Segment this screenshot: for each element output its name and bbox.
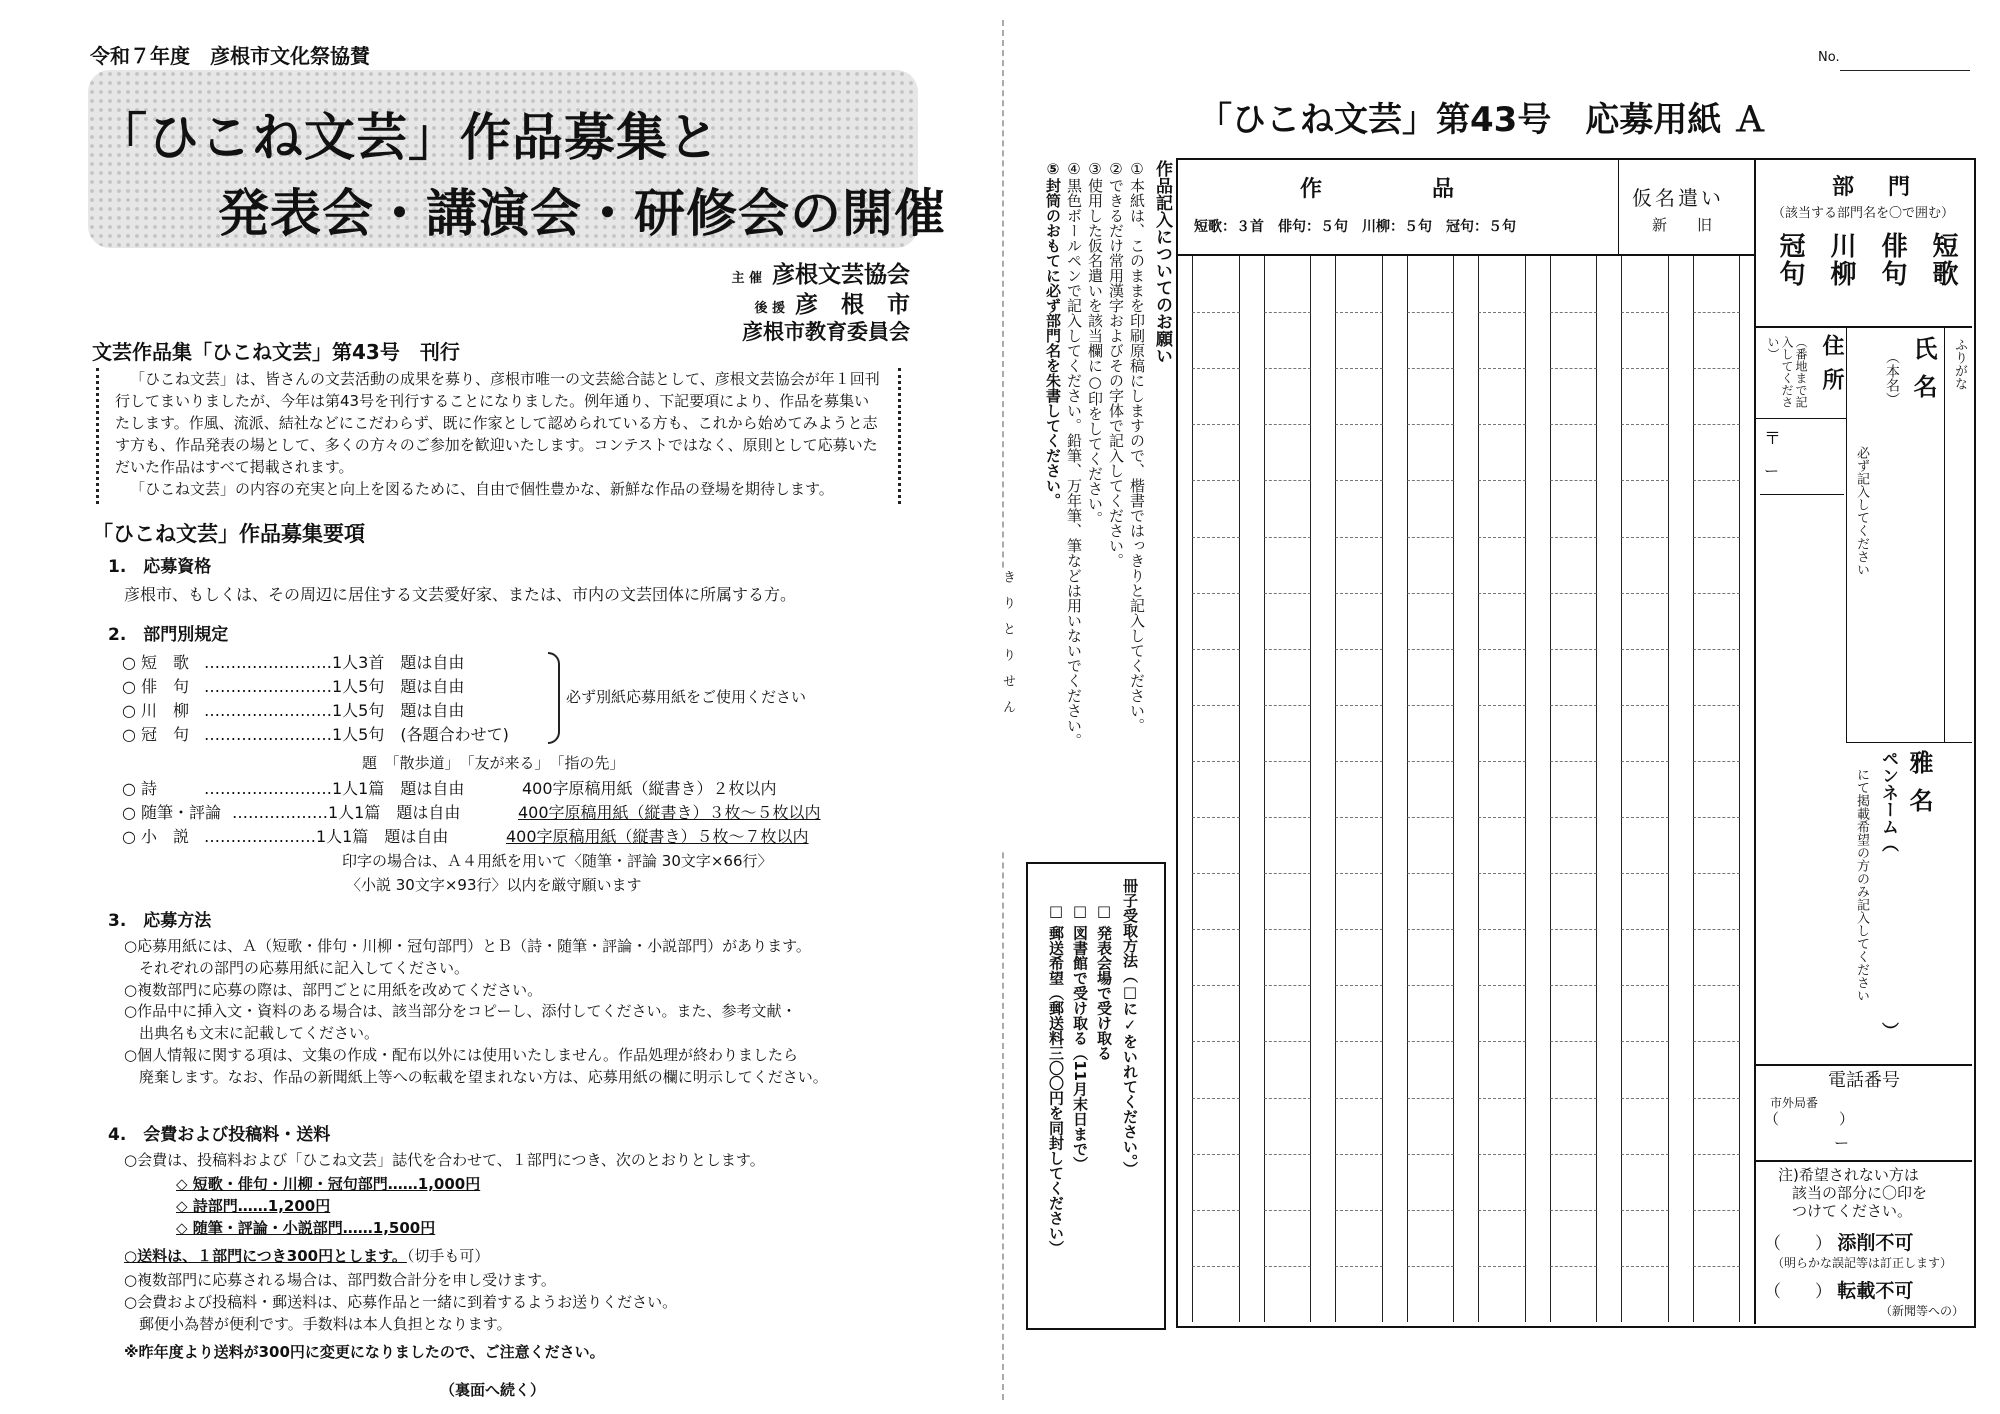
top-label: 令和７年度 彦根市文化祭協賛 bbox=[90, 44, 370, 68]
section-3-line: ○作品中に挿入文・資料のある場合は、該当部分をコピーし、添付してください。また、参考文献・ bbox=[124, 1002, 797, 1021]
manuscript-cell[interactable] bbox=[1693, 649, 1741, 705]
rule-limit: 1人1篇 題は自由 bbox=[332, 779, 465, 798]
manuscript-cell[interactable] bbox=[1264, 649, 1312, 705]
section-4-title: 4. 会費および投稿料・送料 bbox=[108, 1125, 331, 1145]
manuscript-cell[interactable] bbox=[1478, 985, 1526, 1041]
no-correction-label: 添削不可 bbox=[1837, 1232, 1914, 1254]
manuscript-cell[interactable] bbox=[1192, 593, 1240, 649]
manuscript-cell[interactable] bbox=[1192, 424, 1240, 480]
manuscript-cell[interactable] bbox=[1550, 368, 1598, 424]
print-note-2: 〈小説 30文字×93行〉以内を厳守願います bbox=[346, 876, 642, 894]
section-1-text: 彦根市、もしくは、その周辺に居住する文芸愛好家、または、市内の文芸団体に所属する方。 bbox=[124, 585, 797, 604]
rule-note: 400字原稿用紙（縦書き）５枚〜７枚以内 bbox=[506, 827, 809, 846]
continue-note: （裏面へ続く） bbox=[440, 1381, 546, 1399]
no-correction-mark[interactable]: （ ） bbox=[1764, 1234, 1832, 1254]
manuscript-cell[interactable] bbox=[1478, 424, 1526, 480]
manuscript-cell[interactable] bbox=[1693, 1041, 1741, 1097]
manuscript-cell[interactable] bbox=[1192, 1154, 1240, 1210]
manuscript-cell[interactable] bbox=[1407, 1041, 1455, 1097]
intro-paragraph-2: 「ひこね文芸」の内容の充実と向上を図るために、自由で個性豊かな、新鮮な作品の登場を期待します。 bbox=[130, 480, 834, 498]
manuscript-cell[interactable] bbox=[1264, 1154, 1312, 1210]
manuscript-cell[interactable] bbox=[1693, 705, 1741, 761]
phone-area-field[interactable]: （ ） bbox=[1764, 1110, 1855, 1128]
manuscript-cell[interactable] bbox=[1192, 817, 1240, 873]
kana-options[interactable]: 新 旧 bbox=[1652, 216, 1713, 234]
rule-dots: …………………… bbox=[204, 653, 332, 672]
manuscript-cell[interactable] bbox=[1478, 1098, 1526, 1154]
manuscript-cell[interactable] bbox=[1192, 368, 1240, 424]
supporter-name-2: 彦根市教育委員会 bbox=[742, 320, 910, 344]
fee-item: ◇ 短歌・俳句・川柳・冠句部門……1,000円 bbox=[176, 1175, 481, 1193]
guide-heading: 「ひこね文芸」作品募集要項 bbox=[92, 522, 365, 546]
number-label: No. bbox=[1818, 50, 1840, 65]
manuscript-cell[interactable] bbox=[1407, 817, 1455, 873]
dept-tanka[interactable]: 短歌 bbox=[1928, 232, 1958, 288]
rule-row bbox=[122, 824, 882, 848]
rule-dots: …………………… bbox=[204, 677, 332, 696]
manuscript-cell[interactable] bbox=[1478, 1210, 1526, 1266]
rule-dots: …………………… bbox=[204, 701, 332, 720]
manuscript-cell[interactable] bbox=[1335, 368, 1383, 424]
manuscript-cell[interactable] bbox=[1621, 1266, 1669, 1322]
rule-note: 400字原稿用紙（縦書き）２枚以内 bbox=[522, 779, 777, 798]
rule-dots: …………………… bbox=[204, 725, 332, 744]
rule-dots: ……………… bbox=[232, 803, 328, 822]
intro-box bbox=[96, 368, 901, 504]
manuscript-cell[interactable] bbox=[1621, 1098, 1669, 1154]
supporter-role: 後 援 bbox=[754, 301, 785, 316]
manuscript-cell[interactable] bbox=[1621, 368, 1669, 424]
manuscript-cell[interactable] bbox=[1335, 985, 1383, 1041]
dept-title: 部 門 bbox=[1832, 175, 1917, 200]
no-reprint-option[interactable] bbox=[1764, 1276, 1913, 1303]
manuscript-cell[interactable] bbox=[1478, 761, 1526, 817]
section-3-line: ○複数部門に応募の際は、部門ごとに用紙を改めてください。 bbox=[124, 980, 543, 999]
options-rule bbox=[1756, 1160, 1972, 1162]
works-right-border bbox=[1754, 160, 1756, 1324]
rule-note: 400字原稿用紙（縦書き）３枚〜５枚以内 bbox=[518, 803, 821, 822]
intro-paragraph-1: 「ひこね文芸」は、皆さんの文芸活動の成果を募り、彦根市唯一の文芸総合誌として、彦根文芸協会が年１回刊行してまいりましたが、今年は第43号を刊行することになりました。例年通り、下記要項により、作品を募集いたします。作風、流派、結社などにこだわらず、既に作家として認められている方も、これから始めてみようと志す方も、作品発表の場として、多くの方々のご参加を歓迎いたします。コンテストではなく、原則として応募いただいた作品はすべて掲載されます。 bbox=[115, 370, 880, 476]
manuscript-cell[interactable] bbox=[1478, 929, 1526, 985]
manuscript-cell[interactable] bbox=[1264, 537, 1312, 593]
manuscript-cell[interactable] bbox=[1407, 368, 1455, 424]
postal-mark: 〒 bbox=[1764, 429, 1781, 449]
manuscript-cell[interactable] bbox=[1192, 929, 1240, 985]
rule-name: ○ 随筆・評論 bbox=[122, 803, 222, 822]
section-4-line-1: ○会費は、投稿料および「ひこね文芸」誌代を合わせて、１部門につき、次のとおりとします。 bbox=[124, 1151, 765, 1169]
no-reprint-sub: （新聞等への） bbox=[1880, 1304, 1965, 1318]
postage-line bbox=[124, 1246, 489, 1268]
dept-options bbox=[1772, 232, 1962, 322]
manuscript-cell[interactable] bbox=[1264, 424, 1312, 480]
rule-limit: 1人1篇 題は自由 bbox=[328, 803, 461, 822]
manuscript-cell[interactable] bbox=[1335, 480, 1383, 536]
options-note-line: 注)希望されない方は bbox=[1778, 1166, 1919, 1184]
penname-close: ） bbox=[1878, 1022, 1898, 1039]
manuscript-cell[interactable] bbox=[1192, 1266, 1240, 1322]
manuscript-cell[interactable] bbox=[1621, 424, 1669, 480]
no-correction-option[interactable] bbox=[1764, 1228, 1913, 1255]
manuscript-cell[interactable] bbox=[1550, 985, 1598, 1041]
manuscript-cell[interactable] bbox=[1335, 424, 1383, 480]
manuscript-cell[interactable] bbox=[1335, 256, 1383, 312]
manuscript-cell[interactable] bbox=[1550, 705, 1598, 761]
rules-list-2 bbox=[122, 776, 882, 848]
manuscript-cell[interactable] bbox=[1621, 537, 1669, 593]
dept-rule bbox=[1756, 326, 1972, 328]
instruction-2: ②できるだけ常用漢字およびその字体で記入してください。 bbox=[1107, 160, 1125, 568]
manuscript-cell[interactable] bbox=[1192, 537, 1240, 593]
address-rule bbox=[1756, 418, 1846, 419]
manuscript-cell[interactable] bbox=[1621, 649, 1669, 705]
manuscript-cell[interactable] bbox=[1621, 985, 1669, 1041]
manuscript-cell[interactable] bbox=[1478, 705, 1526, 761]
manuscript-cell[interactable] bbox=[1264, 873, 1312, 929]
manuscript-cell[interactable] bbox=[1407, 424, 1455, 480]
manuscript-cell[interactable] bbox=[1407, 705, 1455, 761]
manuscript-cell[interactable] bbox=[1407, 1210, 1455, 1266]
section-3-body bbox=[124, 936, 828, 1088]
rule-limit: 1人5句 題は自由 bbox=[332, 701, 465, 720]
manuscript-cell[interactable] bbox=[1550, 593, 1598, 649]
instruction-3: ③使用した仮名遣いを該当欄に○印をしてください。 bbox=[1086, 160, 1104, 526]
section-4-line: 郵便小為替が便利です。手数料は本人負担となります。 bbox=[124, 1314, 512, 1333]
manuscript-cell[interactable] bbox=[1335, 873, 1383, 929]
manuscript-cell[interactable] bbox=[1407, 1098, 1455, 1154]
pickup-title: 冊子受取方法（□に✓をいれてください。） bbox=[1121, 878, 1139, 1177]
manuscript-grid[interactable] bbox=[1180, 256, 1752, 1322]
manuscript-cell[interactable] bbox=[1478, 480, 1526, 536]
manuscript-cell[interactable] bbox=[1264, 985, 1312, 1041]
name-sub: （本名） bbox=[1884, 350, 1900, 406]
manuscript-cell[interactable] bbox=[1693, 873, 1741, 929]
manuscript-cell[interactable] bbox=[1264, 1210, 1312, 1266]
manuscript-cell[interactable] bbox=[1335, 537, 1383, 593]
manuscript-cell[interactable] bbox=[1192, 705, 1240, 761]
manuscript-cell[interactable] bbox=[1264, 480, 1312, 536]
manuscript-cell[interactable] bbox=[1621, 817, 1669, 873]
options-note-line: 該当の部分に〇印を bbox=[1792, 1184, 1928, 1202]
section-4-line: ○会費および投稿料・郵送料は、応募作品と一緒に到着するようお送りください。 bbox=[124, 1292, 678, 1311]
phone-area-label: 市外局番 bbox=[1770, 1096, 1819, 1110]
rule-limit: 1人5句 (各題合わせて) bbox=[332, 725, 509, 744]
manuscript-cell[interactable] bbox=[1693, 817, 1741, 873]
number-field[interactable] bbox=[1840, 70, 1970, 71]
manuscript-cell[interactable] bbox=[1264, 593, 1312, 649]
manuscript-cell[interactable] bbox=[1264, 256, 1312, 312]
form-title: 「ひこね文芸」第43号 応募用紙 Ａ bbox=[1198, 100, 1768, 140]
manuscript-cell[interactable] bbox=[1264, 368, 1312, 424]
manuscript-cell[interactable] bbox=[1478, 593, 1526, 649]
rule-row bbox=[122, 698, 562, 722]
manuscript-cell[interactable] bbox=[1407, 256, 1455, 312]
manuscript-cell[interactable] bbox=[1335, 593, 1383, 649]
section-3-line: 廃棄します。なお、作品の新聞紙上等への転載を望まれない方は、応募用紙の欄に明示してください。 bbox=[124, 1067, 828, 1086]
manuscript-cell[interactable] bbox=[1264, 1041, 1312, 1097]
manuscript-cell[interactable] bbox=[1621, 761, 1669, 817]
manuscript-cell[interactable] bbox=[1335, 1266, 1383, 1322]
postage-bold: ○送料は、１部門につき300円とします。 bbox=[124, 1247, 407, 1265]
manuscript-cell[interactable] bbox=[1335, 761, 1383, 817]
manuscript-cell[interactable] bbox=[1478, 256, 1526, 312]
manuscript-cell[interactable] bbox=[1478, 1154, 1526, 1210]
manuscript-cell[interactable] bbox=[1550, 424, 1598, 480]
manuscript-cell[interactable] bbox=[1407, 480, 1455, 536]
fee-item: ◇ 随筆・評論・小説部門……1,500円 bbox=[176, 1218, 436, 1237]
required-note: 必ず記入してください bbox=[1854, 446, 1869, 576]
manuscript-cell[interactable] bbox=[1550, 312, 1598, 368]
options-note bbox=[1778, 1166, 1927, 1220]
manuscript-cell[interactable] bbox=[1264, 705, 1312, 761]
kana-label: 仮名遣い bbox=[1632, 186, 1724, 210]
manuscript-cell[interactable] bbox=[1407, 649, 1455, 705]
cut-line-label: き り と り せ ん bbox=[998, 570, 1017, 850]
instruction-5: ⑤封筒のおもてに必ず部門名を朱書してください。 bbox=[1044, 160, 1062, 508]
manuscript-cell[interactable] bbox=[1335, 1210, 1383, 1266]
organizers bbox=[600, 256, 910, 346]
manuscript-cell[interactable] bbox=[1407, 1266, 1455, 1322]
penname-note: にて掲載希望の方のみ記入してください bbox=[1854, 768, 1869, 1002]
rule-row bbox=[122, 674, 562, 698]
caution-note: ※昨年度より送料が300円に変更になりましたので、ご注意ください。 bbox=[124, 1343, 605, 1361]
title-line-1: 「ひこね文芸」作品募集と bbox=[96, 109, 721, 168]
section-3-line: 出典名も文末に記載してください。 bbox=[124, 1024, 380, 1042]
manuscript-cell[interactable] bbox=[1407, 593, 1455, 649]
manuscript-cell[interactable] bbox=[1693, 985, 1741, 1041]
manuscript-cell[interactable] bbox=[1550, 256, 1598, 312]
manuscript-cell[interactable] bbox=[1407, 1154, 1455, 1210]
instruction-1: ①本紙は、このままを印刷原稿にしますので、楷書ではっきりと記入してください。 bbox=[1128, 160, 1146, 733]
brace-note: 必ず別紙応募用紙をご使用ください bbox=[566, 688, 807, 706]
postal-rule bbox=[1760, 494, 1844, 495]
manuscript-cell[interactable] bbox=[1192, 1041, 1240, 1097]
manuscript-cell[interactable] bbox=[1550, 817, 1598, 873]
manuscript-cell[interactable] bbox=[1550, 1098, 1598, 1154]
name-label: 氏名 bbox=[1909, 336, 1937, 412]
manuscript-cell[interactable] bbox=[1621, 312, 1669, 368]
rule-row bbox=[122, 776, 882, 800]
no-reprint-label: 転載不可 bbox=[1837, 1280, 1914, 1302]
manuscript-cell[interactable] bbox=[1192, 761, 1240, 817]
manuscript-cell[interactable] bbox=[1550, 1210, 1598, 1266]
manuscript-cell[interactable] bbox=[1693, 593, 1741, 649]
section-1-title: 1. 応募資格 bbox=[108, 557, 212, 577]
fee-item: ◇ 詩部門……1,200円 bbox=[176, 1196, 331, 1215]
manuscript-cell[interactable] bbox=[1192, 873, 1240, 929]
organizer-role: 主 催 bbox=[731, 271, 762, 286]
fee-list bbox=[176, 1174, 480, 1239]
kana-divider bbox=[1618, 160, 1619, 254]
instruction-4: ④黒色ボールペンで記入してください。鉛筆、万年筆、筆などは用いないでください。 bbox=[1065, 160, 1083, 748]
manuscript-cell[interactable] bbox=[1192, 1210, 1240, 1266]
manuscript-cell[interactable] bbox=[1621, 873, 1669, 929]
rule-name: ○ 俳 句 bbox=[122, 677, 190, 696]
manuscript-cell[interactable] bbox=[1335, 817, 1383, 873]
phone-dash: ー bbox=[1834, 1134, 1850, 1152]
section-4-body bbox=[124, 1270, 677, 1335]
section-3-line: それぞれの部門の応募用紙に記入してください。 bbox=[124, 958, 470, 977]
rule-row bbox=[122, 650, 562, 674]
manuscript-cell[interactable] bbox=[1335, 705, 1383, 761]
manuscript-cell[interactable] bbox=[1335, 1098, 1383, 1154]
manuscript-cell[interactable] bbox=[1335, 1154, 1383, 1210]
manuscript-cell[interactable] bbox=[1192, 1098, 1240, 1154]
phone-title: 電話番号 bbox=[1828, 1070, 1900, 1091]
rule-limit: 1人5句 題は自由 bbox=[332, 677, 465, 696]
manuscript-cell[interactable] bbox=[1550, 873, 1598, 929]
dept-senryu[interactable]: 川柳 bbox=[1826, 232, 1856, 288]
address-sub: （番地まで記入してください） bbox=[1766, 336, 1808, 408]
manuscript-cell[interactable] bbox=[1621, 929, 1669, 985]
manuscript-cell[interactable] bbox=[1264, 817, 1312, 873]
rules-list bbox=[122, 650, 562, 746]
kanku-topics: 題 「散歩道」 「友が来る」 「指の先」 bbox=[362, 754, 625, 772]
manuscript-cell[interactable] bbox=[1693, 929, 1741, 985]
penname-rule bbox=[1846, 742, 1972, 743]
manuscript-cell[interactable] bbox=[1478, 368, 1526, 424]
manuscript-cell[interactable] bbox=[1407, 929, 1455, 985]
pickup-option-venue[interactable]: □ 発表会場で受け取る bbox=[1095, 902, 1113, 1061]
manuscript-cell[interactable] bbox=[1407, 312, 1455, 368]
manuscript-cell[interactable] bbox=[1550, 929, 1598, 985]
manuscript-cell[interactable] bbox=[1478, 873, 1526, 929]
manuscript-cell[interactable] bbox=[1335, 929, 1383, 985]
manuscript-cell[interactable] bbox=[1693, 312, 1741, 368]
manuscript-cell[interactable] bbox=[1621, 1041, 1669, 1097]
manuscript-cell[interactable] bbox=[1550, 537, 1598, 593]
manuscript-cell[interactable] bbox=[1335, 1041, 1383, 1097]
manuscript-cell[interactable] bbox=[1550, 1266, 1598, 1322]
manuscript-cell[interactable] bbox=[1264, 1098, 1312, 1154]
manuscript-cell[interactable] bbox=[1192, 480, 1240, 536]
furigana-label: ふりがな bbox=[1952, 338, 1967, 390]
penname-label: 雅名 bbox=[1905, 750, 1933, 826]
manuscript-cell[interactable] bbox=[1621, 256, 1669, 312]
manuscript-cell[interactable] bbox=[1335, 649, 1383, 705]
dept-kanku[interactable]: 冠句 bbox=[1775, 232, 1805, 288]
section-3-title: 3. 応募方法 bbox=[108, 911, 212, 931]
supporter-name: 彦 根 市 bbox=[795, 292, 910, 318]
manuscript-cell[interactable] bbox=[1693, 1210, 1741, 1266]
options-note-line: つけてください。 bbox=[1792, 1202, 1913, 1220]
manuscript-cell[interactable] bbox=[1264, 929, 1312, 985]
manuscript-cell[interactable] bbox=[1693, 368, 1741, 424]
rules-brace bbox=[548, 652, 560, 744]
manuscript-cell[interactable] bbox=[1621, 480, 1669, 536]
rule-row bbox=[122, 800, 882, 824]
postage-note: （切手も可） bbox=[406, 1247, 490, 1265]
organizer-name: 彦根文芸協会 bbox=[772, 262, 910, 288]
postal-dash: ー bbox=[1764, 462, 1780, 480]
rule-name: ○ 詩 bbox=[122, 779, 158, 798]
manuscript-cell[interactable] bbox=[1192, 985, 1240, 1041]
manuscript-cell[interactable] bbox=[1550, 1154, 1598, 1210]
section-2-title: 2. 部門別規定 bbox=[108, 625, 229, 645]
rule-limit: 1人1篇 題は自由 bbox=[316, 827, 449, 846]
manuscript-cell[interactable] bbox=[1621, 705, 1669, 761]
manuscript-cell[interactable] bbox=[1192, 649, 1240, 705]
manuscript-cell[interactable] bbox=[1478, 1266, 1526, 1322]
title-line-2: 発表会・講演会・研修会の開催 bbox=[218, 185, 947, 244]
manuscript-cell[interactable] bbox=[1693, 480, 1741, 536]
rule-row bbox=[122, 722, 562, 746]
manuscript-cell[interactable] bbox=[1693, 1098, 1741, 1154]
manuscript-cell[interactable] bbox=[1693, 424, 1741, 480]
manuscript-cell[interactable] bbox=[1621, 1154, 1669, 1210]
manuscript-cell[interactable] bbox=[1621, 593, 1669, 649]
pickup-option-mail[interactable]: □ 郵送希望（郵送料三〇〇円を同封してください） bbox=[1047, 902, 1065, 1256]
manuscript-cell[interactable] bbox=[1407, 537, 1455, 593]
manuscript-cell[interactable] bbox=[1693, 761, 1741, 817]
manuscript-cell[interactable] bbox=[1407, 873, 1455, 929]
manuscript-cell[interactable] bbox=[1264, 761, 1312, 817]
rule-dots: ………………… bbox=[204, 827, 316, 846]
manuscript-cell[interactable] bbox=[1478, 1041, 1526, 1097]
rule-name: ○ 小 説 bbox=[122, 827, 190, 846]
manuscript-cell[interactable] bbox=[1550, 1041, 1598, 1097]
section-4-line: ○複数部門に応募される場合は、部門数合計分を申し受けます。 bbox=[124, 1271, 556, 1289]
section-3-line: ○個人情報に関する項は、文集の作成・配布以外には使用いたしません。作品処理が終わりましたら bbox=[124, 1045, 798, 1064]
no-reprint-mark[interactable]: （ ） bbox=[1764, 1282, 1832, 1302]
address-label: 住所 bbox=[1819, 334, 1844, 402]
manuscript-cell[interactable] bbox=[1407, 985, 1455, 1041]
manuscript-cell[interactable] bbox=[1192, 312, 1240, 368]
manuscript-cell[interactable] bbox=[1550, 649, 1598, 705]
manuscript-cell[interactable] bbox=[1621, 1210, 1669, 1266]
print-note-1: 印字の場合は、Ａ４用紙を用いて〈随筆・評論 30文字×66行〉 bbox=[342, 852, 773, 870]
manuscript-cell[interactable] bbox=[1693, 256, 1741, 312]
manuscript-cell[interactable] bbox=[1192, 256, 1240, 312]
manuscript-cell[interactable] bbox=[1264, 312, 1312, 368]
manuscript-cell[interactable] bbox=[1550, 761, 1598, 817]
rule-name: ○ 川 柳 bbox=[122, 701, 190, 720]
rule-limit: 1人3首 題は自由 bbox=[332, 653, 465, 672]
dept-note: （該当する部門名を〇で囲む） bbox=[1771, 206, 1954, 221]
furigana-divider bbox=[1944, 328, 1945, 742]
manuscript-cell[interactable] bbox=[1478, 817, 1526, 873]
rule-name: ○ 冠 句 bbox=[122, 725, 190, 744]
manuscript-cell[interactable] bbox=[1264, 1266, 1312, 1322]
publication-heading: 文芸作品集「ひこね文芸」第43号 刊行 bbox=[92, 340, 460, 364]
manuscript-cell[interactable] bbox=[1693, 1266, 1741, 1322]
dept-haiku[interactable]: 俳句 bbox=[1877, 232, 1907, 288]
works-limits: 短歌：３首 俳句：５句 川柳：５句 冠句：５句 bbox=[1194, 219, 1516, 235]
manuscript-cell[interactable] bbox=[1478, 537, 1526, 593]
manuscript-cell[interactable] bbox=[1550, 480, 1598, 536]
instructions-title: 作品記入についてのお願い bbox=[1152, 160, 1172, 364]
manuscript-cell[interactable] bbox=[1693, 537, 1741, 593]
manuscript-cell[interactable] bbox=[1478, 312, 1526, 368]
manuscript-cell[interactable] bbox=[1407, 761, 1455, 817]
manuscript-cell[interactable] bbox=[1478, 649, 1526, 705]
pickup-option-library[interactable]: □ 図書館で受け取る（11月末日まで） bbox=[1071, 902, 1089, 1172]
rule-dots: …………………… bbox=[204, 779, 332, 798]
manuscript-cell[interactable] bbox=[1335, 312, 1383, 368]
penname-sub: ペンネーム（ bbox=[1878, 750, 1898, 852]
section-3-line: ○応募用紙には、Ａ（短歌・俳句・川柳・冠句部門）とＢ（詩・随筆・評論・小説部門）があります。 bbox=[124, 937, 811, 955]
rule-name: ○ 短 歌 bbox=[122, 653, 190, 672]
works-label: 作 品 bbox=[1300, 177, 1455, 202]
no-correction-sub: （明らかな誤記等は訂正します） bbox=[1772, 1256, 1953, 1270]
manuscript-cell[interactable] bbox=[1693, 1154, 1741, 1210]
